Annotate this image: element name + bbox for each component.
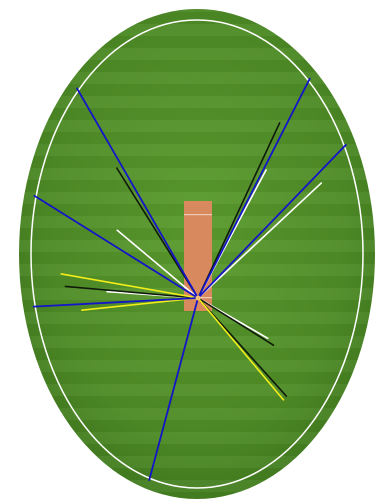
pitch-strip (184, 201, 212, 311)
batter-position (196, 296, 201, 301)
crease-line (184, 214, 212, 215)
